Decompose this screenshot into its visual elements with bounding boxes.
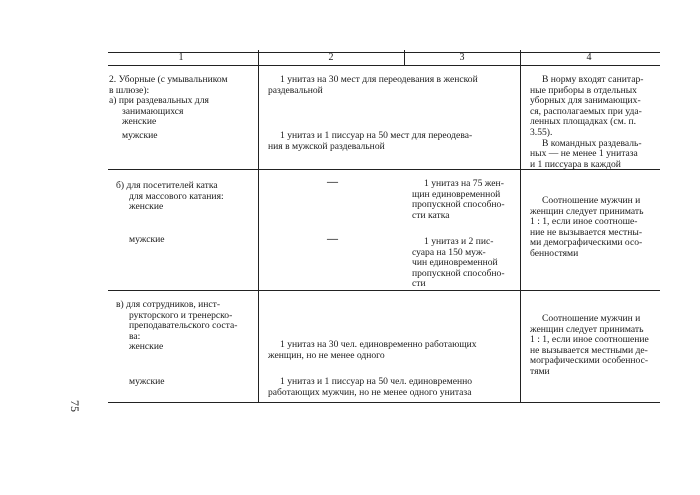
b-women-norm	[412, 179, 516, 221]
subitem-b-line: б) для посетителей катка	[116, 180, 218, 191]
subitem-c-line: в) для сотрудников, инст-	[116, 299, 221, 310]
item-title-line: 2. Уборные (с умывальником	[109, 74, 228, 85]
note-line: уборных для занимающих-	[530, 95, 641, 107]
b-men-dash: —	[327, 233, 338, 245]
header-bottom-rule	[108, 65, 660, 66]
b-men-norm	[412, 237, 516, 290]
norm-line: ния в мужской раздевальной	[268, 140, 385, 152]
subitem-a-label	[109, 96, 259, 128]
a-women-norm	[268, 75, 504, 96]
note-line: Соотношение мужчин и	[542, 313, 641, 324]
norm-line: работающих мужчин, но не менее одного унитаза	[268, 386, 472, 398]
note-line: 3.55).	[530, 126, 553, 138]
a-men-norm	[268, 131, 504, 152]
b-women-dash: —	[327, 176, 338, 188]
subitem-c-line: ва:	[129, 330, 141, 342]
header-col-1: 1	[178, 52, 184, 63]
note-line: бенностями	[530, 247, 579, 259]
women-label: женские	[129, 201, 164, 213]
norm-line: женщин, но не менее одного	[268, 349, 385, 361]
norm-line: 1 унитаз и 1 писсуар на 50 мест для переодева-	[280, 130, 473, 141]
subitem-b-label	[116, 181, 264, 213]
c-women-norm	[268, 340, 504, 361]
note-line: В командных раздеваль-	[542, 137, 642, 149]
note-line: и 1 писсуара в каждой	[530, 158, 621, 170]
c-men-norm	[268, 377, 504, 398]
women-label: женские	[122, 116, 157, 128]
page-number: 75	[68, 400, 82, 412]
header-divider-2	[404, 50, 405, 66]
norm-line: щин единовременной	[412, 188, 501, 200]
note-line: ные приборы в отдельных	[530, 84, 637, 96]
table-bottom-rule	[108, 402, 660, 403]
note-line: женщин следует принимать	[530, 323, 644, 335]
norm-line: 1 унитаз на 30 мест для переодевания в женской	[280, 74, 478, 85]
row-divider-a	[108, 169, 660, 170]
subitem-a-line: а) при раздевальных для	[109, 95, 209, 106]
header-col-3: 3	[459, 52, 465, 63]
norm-line: пропускной способно-	[412, 199, 505, 211]
norm-line: сти	[412, 278, 426, 290]
norm-line: сти катка	[412, 209, 450, 221]
norm-line: 1 унитаз на 30 чел. единовременно работающих	[280, 339, 477, 350]
subitem-c-label	[116, 300, 264, 353]
b-men-label: мужские	[129, 234, 165, 245]
header-divider-3	[520, 50, 521, 66]
norm-line: чин единовременной	[412, 257, 498, 269]
women-label: женские	[129, 341, 164, 353]
note-line: женщин следует принимать	[530, 205, 644, 217]
row-divider-b	[108, 290, 660, 291]
norm-line: 1 унитаз и 1 писсуар на 50 чел. единовременно	[280, 376, 473, 387]
note-line: 1 : 1, если иное соотноше-	[530, 216, 638, 228]
note-line: не вызывается местными де-	[530, 344, 648, 356]
note-line: тями	[530, 365, 550, 377]
a-men-label: мужские	[122, 130, 158, 141]
norm-line: 1 унитаз на 75 жен-	[424, 178, 504, 189]
subitem-c-line: преподавательского соста-	[129, 320, 238, 332]
norm-line: суара на 150 муж-	[412, 246, 486, 258]
a-note	[530, 75, 662, 170]
note-line: мографическими особеннос-	[530, 355, 649, 367]
subitem-c-line: рукторского и тренерско-	[129, 309, 233, 321]
header-col-2: 2	[328, 52, 334, 63]
note-line: ных — не менее 1 унитаза	[530, 148, 638, 160]
note-line: ми демографическими осо-	[530, 237, 643, 249]
item-title-line: в шлюзе):	[109, 84, 150, 96]
note-line: 1 : 1, если иное соотношение	[530, 334, 649, 346]
subitem-b-line: для массового катания:	[129, 190, 224, 202]
note-line: Соотношение мужчин и	[542, 195, 641, 206]
header-col-4: 4	[586, 52, 592, 63]
norm-line: раздевальной	[268, 84, 323, 96]
note-line: ся, располагаемых при уда-	[530, 105, 642, 117]
c-note	[530, 314, 662, 378]
norm-line: пропускной способно-	[412, 267, 505, 279]
subitem-a-line: занимающихся	[122, 105, 184, 117]
b-note	[530, 196, 662, 260]
item-title	[109, 75, 259, 96]
note-line: ние не вызывается местны-	[530, 226, 643, 238]
c-men-label: мужские	[129, 376, 165, 387]
col-divider-1	[258, 66, 259, 402]
col-divider-3	[520, 66, 521, 402]
note-line: В норму входят санитар-	[542, 74, 644, 85]
header-divider-1	[258, 50, 259, 66]
norm-line: 1 унитаз и 2 пис-	[424, 236, 494, 247]
note-line: ленных площадках (см. п.	[530, 116, 637, 128]
